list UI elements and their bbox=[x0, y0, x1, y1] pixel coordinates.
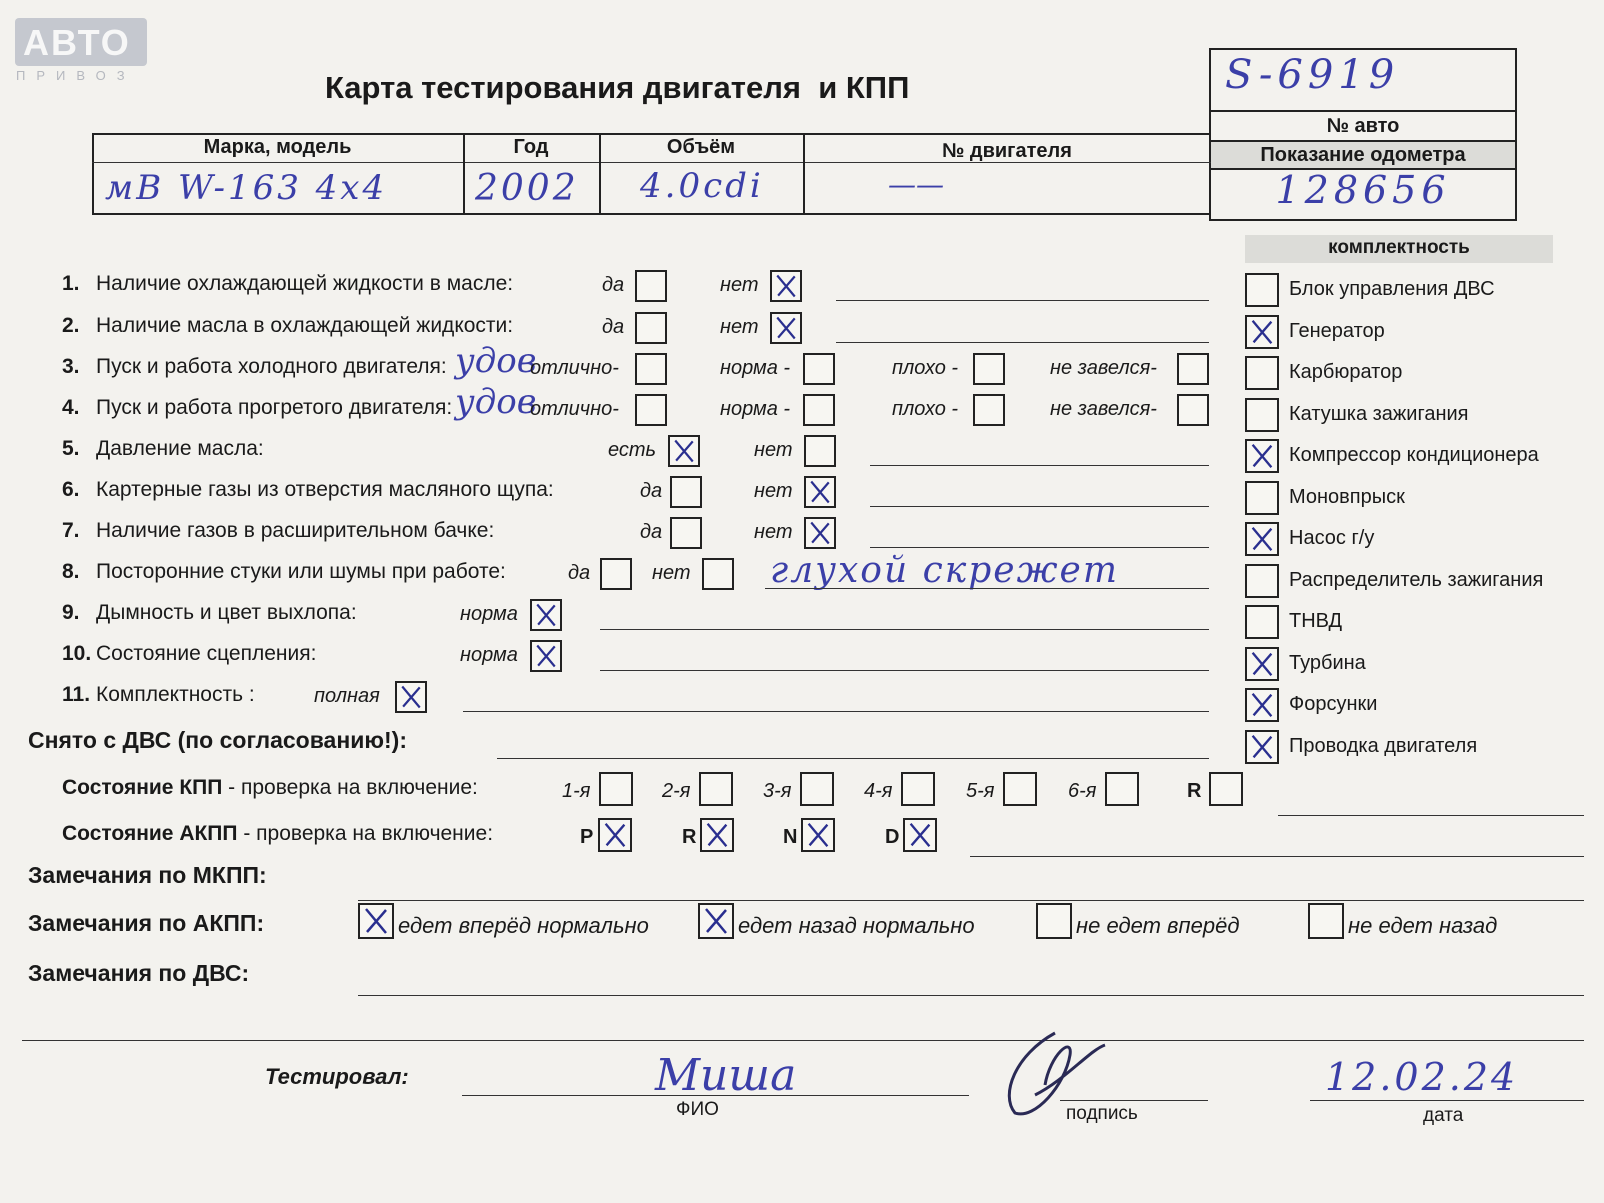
gear-checkbox[interactable] bbox=[800, 772, 834, 806]
option-label-yes: да bbox=[568, 562, 591, 584]
odometer-value: 128656 bbox=[1275, 168, 1451, 212]
question-number: 5. bbox=[62, 437, 80, 460]
akpp-mode-checkbox[interactable] bbox=[903, 818, 937, 852]
checkbox-normal[interactable] bbox=[803, 394, 835, 426]
logo bbox=[15, 18, 147, 66]
question-text: Картерные газы из отверстия масляного щупа: bbox=[96, 478, 554, 501]
akpp-remark-checkbox[interactable] bbox=[698, 903, 734, 939]
x-mark-icon bbox=[1247, 524, 1277, 554]
date-label: дата bbox=[1423, 1105, 1464, 1126]
option-label-excellent: отлично- bbox=[530, 357, 619, 379]
x-mark-icon bbox=[806, 519, 834, 547]
gear-label: 5-я bbox=[966, 780, 995, 802]
logo-subtitle: ПРИВОЗ bbox=[16, 68, 136, 83]
option-label-yes: да bbox=[640, 480, 663, 502]
logo-text: АВТО bbox=[23, 22, 131, 63]
completeness-checkbox[interactable] bbox=[1245, 315, 1279, 349]
checkbox-no[interactable] bbox=[804, 517, 836, 549]
checkbox-no[interactable] bbox=[702, 558, 734, 590]
question-number: 2. bbox=[62, 314, 80, 337]
completeness-checkbox[interactable] bbox=[1245, 564, 1279, 598]
date-value: 12.02.24 bbox=[1325, 1055, 1519, 1099]
checkbox-normal[interactable] bbox=[530, 599, 562, 631]
checkbox-not-started[interactable] bbox=[1177, 394, 1209, 426]
odometer-label: Показание одометра bbox=[1209, 140, 1517, 170]
x-mark-icon bbox=[772, 272, 800, 300]
x-mark-icon bbox=[360, 905, 392, 937]
option-label-full: полная bbox=[314, 685, 380, 707]
signature-label: подпись bbox=[1066, 1103, 1138, 1124]
akpp-remark-checkbox[interactable] bbox=[1036, 903, 1072, 939]
completeness-item-label: ТНВД bbox=[1289, 610, 1343, 632]
option-label-normal: норма - bbox=[720, 357, 791, 379]
akpp-mode-label: N bbox=[783, 826, 798, 848]
x-mark-icon bbox=[1247, 317, 1277, 347]
x-mark-icon bbox=[600, 820, 630, 850]
gear-checkbox[interactable] bbox=[1105, 772, 1139, 806]
completeness-item-label: Насос г/у bbox=[1289, 527, 1375, 549]
question-text: Посторонние стуки или шумы при работе: bbox=[96, 560, 506, 583]
gear-label: 3-я bbox=[763, 780, 792, 802]
completeness-checkbox[interactable] bbox=[1245, 647, 1279, 681]
question-text: Давление масла: bbox=[96, 437, 264, 460]
gear-checkbox[interactable] bbox=[1003, 772, 1037, 806]
completeness-item-label: Распределитель зажигания bbox=[1289, 568, 1544, 591]
option-label-yes: есть bbox=[608, 439, 657, 461]
x-mark-icon bbox=[532, 601, 560, 629]
checkbox-bad[interactable] bbox=[973, 394, 1005, 426]
question-number: 10. bbox=[62, 642, 92, 665]
akpp-label bbox=[62, 822, 493, 846]
x-mark-icon bbox=[803, 820, 833, 850]
checkbox-normal[interactable] bbox=[530, 640, 562, 672]
completeness-checkbox[interactable] bbox=[1245, 730, 1279, 764]
akpp-mode-label: D bbox=[885, 826, 900, 848]
akpp-mode-label: P bbox=[580, 826, 594, 848]
handwritten-rating: удов bbox=[455, 382, 537, 422]
gear-label: R bbox=[1187, 780, 1202, 802]
question-text: Наличие охлаждающей жидкости в масле: bbox=[96, 272, 514, 295]
fio-label: ФИО bbox=[676, 1099, 719, 1120]
completeness-checkbox[interactable] bbox=[1245, 398, 1279, 432]
year-label: Год bbox=[513, 136, 549, 158]
akpp-remark-checkbox[interactable] bbox=[358, 903, 394, 939]
x-mark-icon bbox=[702, 820, 732, 850]
gear-label: 6-я bbox=[1068, 780, 1097, 802]
checkbox-no[interactable] bbox=[770, 312, 802, 344]
question-text: Состояние сцепления: bbox=[96, 642, 317, 665]
checkbox-yes[interactable] bbox=[670, 517, 702, 549]
completeness-item-label: Проводка двигателя bbox=[1289, 734, 1478, 757]
question-text: Пуск и работа холодного двигателя: bbox=[96, 355, 447, 378]
checkbox-excellent[interactable] bbox=[635, 353, 667, 385]
x-mark-icon bbox=[1247, 690, 1277, 720]
tested-label: Тестировал: bbox=[265, 1064, 409, 1089]
x-mark-icon bbox=[1247, 732, 1277, 762]
question-text: Наличие газов в расширительном бачке: bbox=[96, 519, 495, 542]
checkbox-no[interactable] bbox=[770, 270, 802, 302]
option-label-yes: да bbox=[602, 274, 625, 296]
x-mark-icon bbox=[1247, 441, 1277, 471]
car-model-label: Марка, модель bbox=[203, 136, 352, 158]
kpp-label-bold: Состояние КПП bbox=[62, 776, 223, 799]
checkbox-no[interactable] bbox=[804, 476, 836, 508]
option-label-normal: норма bbox=[460, 644, 518, 666]
checkbox-normal[interactable] bbox=[803, 353, 835, 385]
checkbox-bad[interactable] bbox=[973, 353, 1005, 385]
question-number: 11. bbox=[62, 683, 91, 706]
gear-label: 2-я bbox=[662, 780, 691, 802]
question-number: 8. bbox=[62, 560, 80, 583]
option-label-no: нет bbox=[754, 521, 793, 543]
x-mark-icon bbox=[532, 642, 560, 670]
handwritten-note: глухой скрежет bbox=[770, 550, 1119, 591]
car-number-label: № авто bbox=[1209, 110, 1517, 142]
option-label-no: нет bbox=[754, 480, 793, 502]
option-label-not-started: не завелся- bbox=[1050, 357, 1157, 379]
gear-label: 4-я bbox=[864, 780, 893, 802]
gear-checkbox[interactable] bbox=[901, 772, 935, 806]
gear-checkbox[interactable] bbox=[1209, 772, 1243, 806]
completeness-checkbox[interactable] bbox=[1245, 522, 1279, 556]
question-number: 7. bbox=[62, 519, 80, 542]
completeness-item-label: Форсунки bbox=[1289, 693, 1378, 715]
tester-name: Миша bbox=[655, 1050, 797, 1101]
x-mark-icon bbox=[397, 683, 425, 711]
question-number: 4. bbox=[62, 396, 80, 419]
handwritten-rating: удов bbox=[455, 341, 537, 381]
removed-label: Снято с ДВС (по согласованию!): bbox=[28, 727, 407, 753]
completeness-checkbox[interactable] bbox=[1245, 605, 1279, 639]
checkbox-yes[interactable] bbox=[635, 312, 667, 344]
option-label-normal: норма - bbox=[720, 398, 791, 420]
gear-label: 1-я bbox=[562, 780, 591, 802]
remarks-dvs-label: Замечания по ДВС: bbox=[28, 960, 250, 986]
question-number: 6. bbox=[62, 478, 80, 501]
checkbox-yes[interactable] bbox=[670, 476, 702, 508]
kpp-label bbox=[62, 776, 478, 800]
volume-value: 4.0cdi bbox=[640, 166, 764, 206]
akpp-label-bold: Состояние АКПП bbox=[62, 822, 238, 845]
completeness-checkbox[interactable] bbox=[1245, 688, 1279, 722]
completeness-item-label: Турбина bbox=[1289, 651, 1366, 674]
engine-number-value: —— bbox=[888, 168, 944, 201]
x-mark-icon bbox=[1247, 649, 1277, 679]
akpp-remark-checkbox[interactable] bbox=[1308, 903, 1344, 939]
completeness-checkbox[interactable] bbox=[1245, 356, 1279, 390]
akpp-mode-checkbox[interactable] bbox=[801, 818, 835, 852]
completeness-item-label: Компрессор кондиционера bbox=[1289, 444, 1539, 466]
question-text: Наличие масла в охлаждающей жидкости: bbox=[96, 314, 514, 337]
akpp-mode-checkbox[interactable] bbox=[598, 818, 632, 852]
option-label-not-started: не завелся- bbox=[1050, 398, 1157, 420]
option-label-yes: да bbox=[602, 316, 625, 338]
akpp-remark-label: не едет назад bbox=[1348, 913, 1498, 938]
akpp-mode-checkbox[interactable] bbox=[700, 818, 734, 852]
completeness-item-label: Блок управления ДВС bbox=[1289, 278, 1495, 300]
engine-number-label: № двигателя bbox=[942, 140, 1072, 162]
question-number: 9. bbox=[62, 601, 80, 624]
x-mark-icon bbox=[700, 905, 732, 937]
question-text: Пуск и работа прогретого двигателя: bbox=[96, 396, 453, 419]
checkbox-not-started[interactable] bbox=[1177, 353, 1209, 385]
completeness-item-label: Генератор bbox=[1289, 319, 1385, 342]
akpp-mode-label: R bbox=[682, 826, 697, 848]
checkbox-excellent[interactable] bbox=[635, 394, 667, 426]
option-label-bad: плохо - bbox=[892, 398, 959, 420]
checkbox-yes[interactable] bbox=[635, 270, 667, 302]
car-model-value: мВ W-163 4x4 bbox=[105, 168, 388, 208]
remarks-akpp-label: Замечания по АКПП: bbox=[28, 910, 265, 936]
akpp-remark-label: не едет вперёд bbox=[1076, 913, 1240, 938]
option-label-no: нет bbox=[720, 274, 759, 296]
page-title: Карта тестирования двигателя и КПП bbox=[325, 70, 910, 105]
completeness-title: комплектность bbox=[1245, 235, 1553, 263]
question-text: Комплектность : bbox=[96, 683, 255, 706]
completeness-item-label: Катушка зажигания bbox=[1289, 402, 1469, 425]
kpp-label-rest: - проверка на включение: bbox=[222, 776, 478, 799]
completeness-item-label: Моновпрыск bbox=[1289, 485, 1405, 508]
checkbox-no[interactable] bbox=[804, 435, 836, 467]
year-value: 2002 bbox=[475, 168, 579, 209]
option-label-no: нет bbox=[720, 316, 759, 338]
checkbox-full[interactable] bbox=[395, 681, 427, 713]
x-mark-icon bbox=[905, 820, 935, 850]
checkbox-yes[interactable] bbox=[600, 558, 632, 590]
remarks-mkpp-label: Замечания по МКПП: bbox=[28, 862, 267, 888]
akpp-remark-label: едет вперёд нормально bbox=[398, 913, 649, 938]
volume-label: Объём bbox=[666, 136, 736, 158]
option-label-bad: плохо - bbox=[892, 357, 959, 379]
completeness-checkbox[interactable] bbox=[1245, 439, 1279, 473]
question-number: 3. bbox=[62, 355, 80, 378]
option-label-no: нет bbox=[754, 439, 793, 461]
gear-checkbox[interactable] bbox=[599, 772, 633, 806]
checkbox-yes[interactable] bbox=[668, 435, 700, 467]
option-label-no: нет bbox=[652, 562, 691, 584]
completeness-checkbox[interactable] bbox=[1245, 481, 1279, 515]
question-number: 1. bbox=[62, 272, 80, 295]
question-text: Дымность и цвет выхлопа: bbox=[96, 601, 357, 624]
x-mark-icon bbox=[772, 314, 800, 342]
completeness-checkbox[interactable] bbox=[1245, 273, 1279, 307]
option-label-normal: норма bbox=[460, 603, 518, 625]
x-mark-icon bbox=[670, 437, 698, 465]
x-mark-icon bbox=[806, 478, 834, 506]
akpp-label-rest: - проверка на включение: bbox=[237, 822, 494, 845]
completeness-item-label: Карбюратор bbox=[1289, 361, 1403, 383]
option-label-excellent: отлично- bbox=[530, 398, 619, 420]
option-label-yes: да bbox=[640, 521, 663, 543]
akpp-remark-label: едет назад нормально bbox=[738, 913, 975, 938]
gear-checkbox[interactable] bbox=[699, 772, 733, 806]
car-number-value: S-6919 bbox=[1225, 52, 1400, 98]
